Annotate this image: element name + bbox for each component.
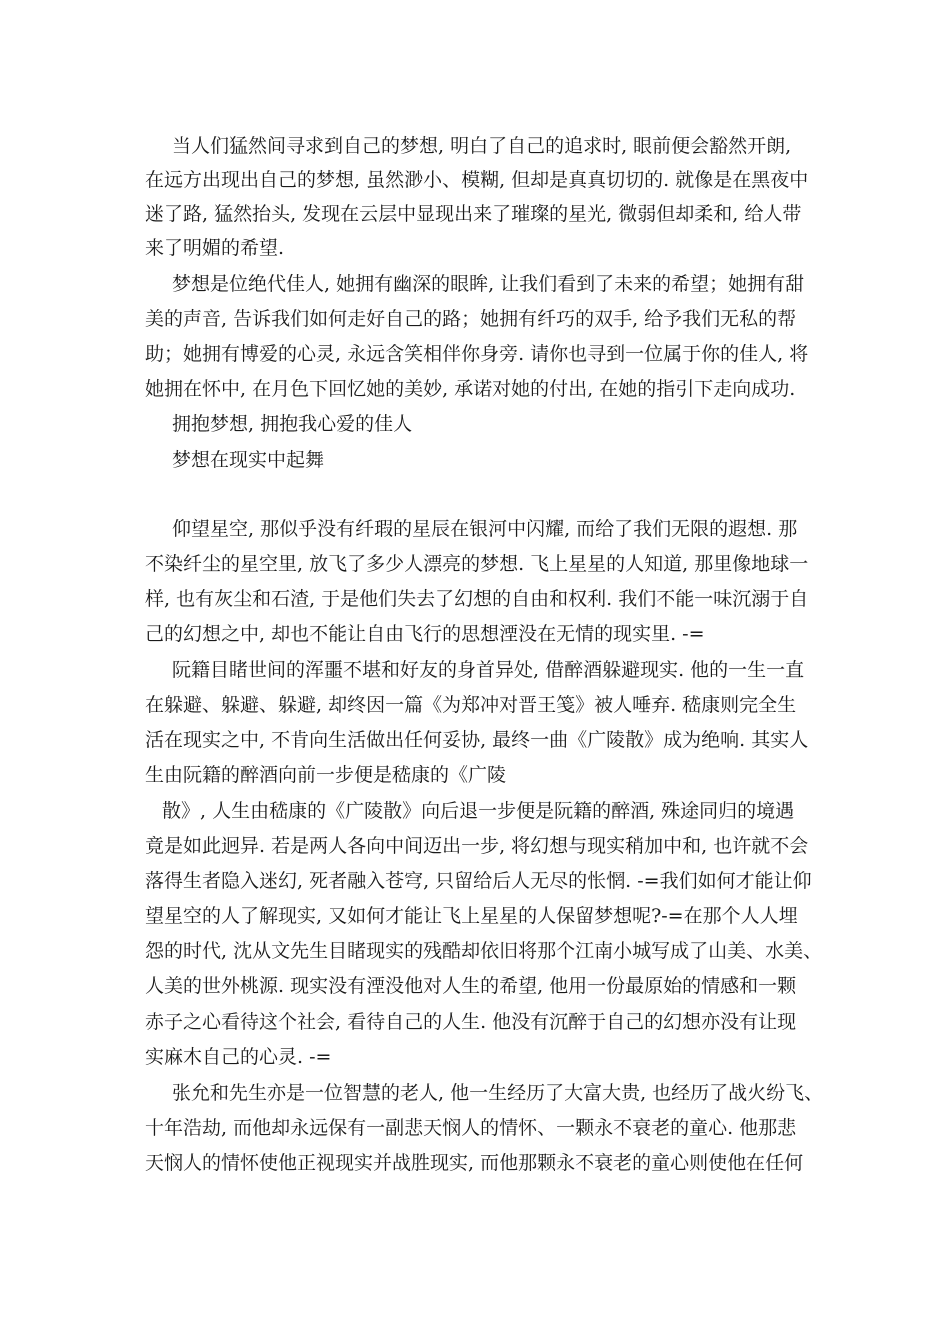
text-line: 活在现实之中, 不肯向生活做出任何妥协, 最终一曲《广陵散》成为绝响. 其实人 [145, 729, 809, 751]
text-line: 不染纤尘的星空里, 放飞了多少人漂亮的梦想. 飞上星星的人知道, 那里像地球一 [145, 553, 809, 575]
text-line: 落得生者隐入迷幻, 死者融入苍穹, 只留给后人无尽的怅惘. -=我们如何才能让仰 [145, 870, 812, 892]
text-line: 实麻木自己的心灵. -= [145, 1046, 332, 1068]
text-line: 生由阮籍的醉酒向前一步便是嵇康的《广陵 [145, 764, 507, 786]
text-line: 样, 也有灰尘和石渣, 于是他们失去了幻想的自由和权利. 我们不能一味沉溺于自 [145, 588, 809, 610]
text-line: 望星空的人了解现实, 又如何才能让飞上星星的人保留梦想呢?-=在那个人人埋 [145, 905, 798, 927]
text-line: 天悯人的情怀使他正视现实并战胜现实, 而他那颗永不衰老的童心则使他在任何 [145, 1152, 804, 1174]
text-line: 人美的世外桃源. 现实没有湮没他对人生的希望, 他用一份最原始的情感和一颗 [145, 975, 797, 997]
text-line: 美的声音, 告诉我们如何走好自己的路；她拥有纤巧的双手, 给予我们无私的帮 [145, 308, 797, 330]
text-line: 散》, 人生由嵇康的《广陵散》向后退一步便是阮籍的醉酒, 殊途同归的境遇 [162, 800, 795, 822]
text-line: 迷了路, 猛然抬头, 发现在云层中显现出来了璀璨的星光, 微弱但却柔和, 给人带 [145, 203, 802, 225]
text-line: 梦想是位绝代佳人, 她拥有幽深的眼眸, 让我们看到了未来的希望；她拥有甜 [172, 273, 805, 295]
text-line: 赤子之心看待这个社会, 看待自己的人生. 他没有沉醉于自己的幻想亦没有让现 [145, 1011, 797, 1033]
text-line: 在远方出现出自己的梦想, 虽然渺小、模糊, 但却是真真切切的. 就像是在黑夜中 [145, 169, 809, 191]
text-line: 怨的时代, 沈从文先生目睹现实的残酷却依旧将那个江南小城写成了山美、水美、 [145, 940, 823, 962]
text-line: 在躲避、躲避、躲避, 却终因一篇《为郑冲对晋王笺》被人唾弃. 嵇康则完全生 [145, 694, 797, 716]
text-line: 己的幻想之中, 却也不能让自由飞行的思想湮没在无情的现实里. -= [145, 623, 705, 645]
text-line: 当人们猛然间寻求到自己的梦想, 明白了自己的追求时, 眼前便会豁然开朗, [172, 135, 792, 157]
text-line: 助；她拥有博爱的心灵, 永远含笑相伴你身旁. 请你也寻到一位属于你的佳人, 将 [145, 343, 809, 365]
text-line: 张允和先生亦是一位智慧的老人, 他一生经历了大富大贵, 也经历了战火纷飞、 [172, 1082, 824, 1104]
text-line: 十年浩劫, 而他却永远保有一副悲天悯人的情怀、一颗永不衰老的童心. 他那悲 [145, 1117, 797, 1139]
text-line: 仰望星空, 那似乎没有纤瑕的星辰在银河中闪耀, 而给了我们无限的遐想. 那 [172, 518, 798, 540]
section-heading: 拥抱梦想, 拥抱我心爱的佳人 [172, 413, 413, 435]
text-line: 竟是如此迥异. 若是两人各向中间迈出一步, 将幻想与现实稍加中和, 也许就不会 [145, 835, 809, 857]
text-line: 她拥在怀中, 在月色下回忆她的美妙, 承诺对她的付出, 在她的指引下走向成功. [145, 378, 796, 400]
text-line: 阮籍目睹世间的浑噩不堪和好友的身首异处, 借醉酒躲避现实. 他的一生一直 [172, 659, 805, 681]
text-line: 来了明媚的希望. [145, 237, 285, 259]
section-heading: 梦想在现实中起舞 [172, 449, 325, 471]
